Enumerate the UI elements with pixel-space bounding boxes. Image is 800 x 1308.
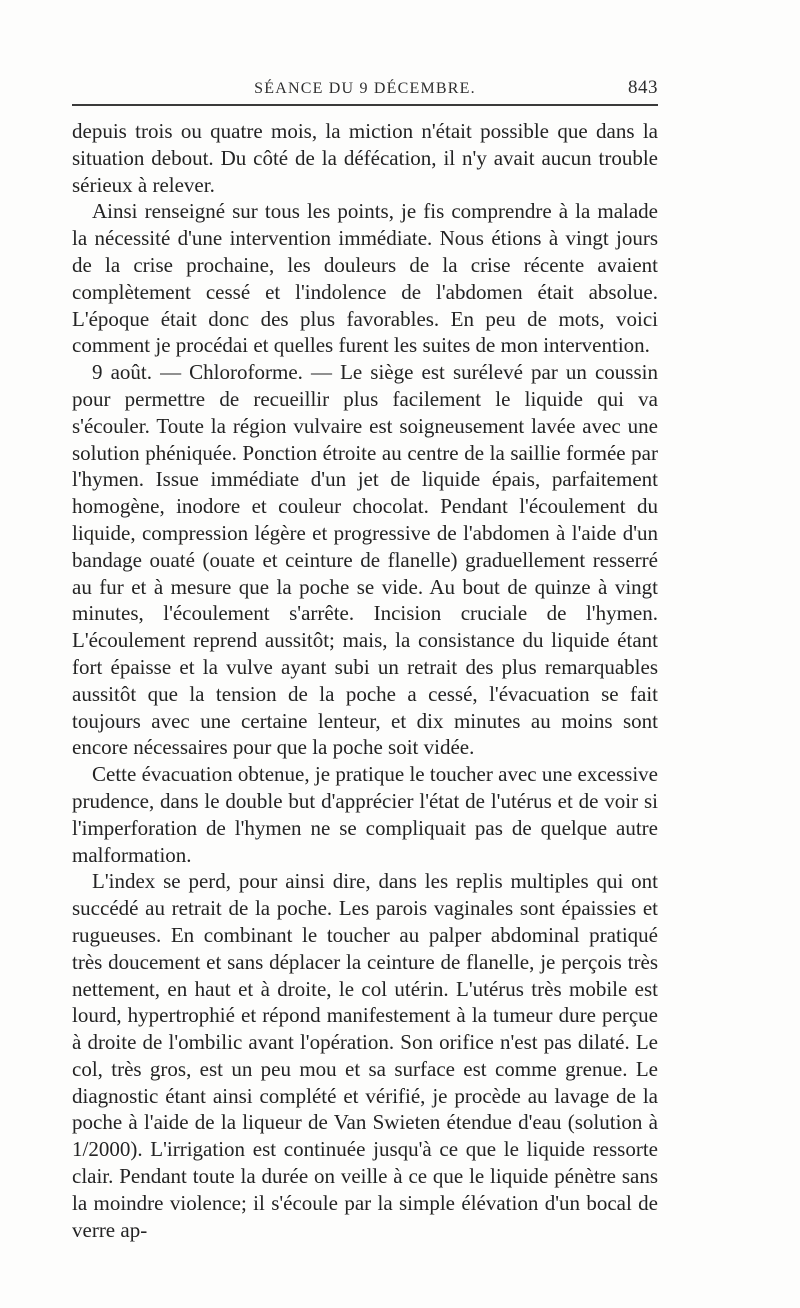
paragraph-operation-august-9: 9 août. — Chloroforme. — Le siège est surélevé par un coussin pour permettre de recueillir plus facilement le liquide qui va s'écouler. Toute la région vulvaire est soigneusement lavée avec une solution phéniquée. Ponction étroite au centre de la saillie formée par l'hymen. Issue immédiate d'un jet de liquide épais, parfaitement homogène, inodore et couleur chocolat. Pendant l'écoulement du liquide, compression légère et progressive de l'abdomen à l'aide d'un bandage ouaté (ouate et ceinture de flanelle) graduellement resserré au fur et à mesure que la poche se vide. Au bout de quinze à vingt minutes, l'écoulement s'arrête. Incision cruciale de l'hymen. L'écoulement reprend aussitôt; mais, la consistance du liquide étant fort épaisse et la vulve ayant subi un retrait des plus remarquables aussitôt que la tension de la poche a cessé, l'évacuation se fait toujours avec une certaine lenteur, et dix minutes au moins sont encore nécessaires pour que la poche soit vidée. xyxy=(72,360,658,760)
header-rule xyxy=(72,104,658,106)
body-text xyxy=(72,118,658,1243)
page-number: 843 xyxy=(628,77,658,98)
running-head xyxy=(72,72,658,98)
paragraph-diagnosis-decision: Ainsi renseigné sur tous les points, je fis comprendre à la malade la nécessité d'une intervention immédiate. Nous étions à vingt jours de la crise prochaine, les douleurs de la crise récente avaient complètement cessé et l'indolence de l'abdomen était absolue. L'époque était donc des plus favorables. En peu de mots, voici comment je procédai et quelles furent les suites de mon intervention. xyxy=(72,199,658,358)
paragraph-findings-lavage: L'index se perd, pour ainsi dire, dans les replis multiples qui ont succédé au retrait de la poche. Les parois vaginales sont épaissies et rugueuses. En combinant le toucher au palper abdominal pratiqué très doucement et sans déplacer la ceinture de flanelle, je perçois très nettement, en haut et à droite, le col utérin. L'utérus très mobile est lourd, hypertrophié et répond manifestement à la tumeur dure perçue à droite de l'ombilic avant l'opération. Son orifice n'est pas dilaté. Le col, très gros, est un peu mou et sa surface est comme grenue. Le diagnostic étant ainsi complété et vérifié, je procède au lavage de la poche à l'aide de la liqueur de Van Swieten étendue d'eau (solution à 1/2000). L'irrigation est continuée jusqu'à ce que le liquide ressorte clair. Pendant toute la durée on veille à ce que le liquide pénètre sans la moindre violence; il s'écoule par la simple élévation d'un bocal de verre ap- xyxy=(72,869,658,1242)
running-head-title: SÉANCE DU 9 DÉCEMBRE. xyxy=(254,80,476,97)
paragraph-continuation: depuis trois ou quatre mois, la miction n'était possible que dans la situation debout. Du côté de la défécation, il n'y avait aucun trouble sérieux à relever. xyxy=(72,119,658,197)
paragraph-examination: Cette évacuation obtenue, je pratique le toucher avec une excessive prudence, dans le double but d'apprécier l'état de l'utérus et de voir si l'imperforation de l'hymen ne se compliquait pas de quelque autre malformation. xyxy=(72,762,658,867)
